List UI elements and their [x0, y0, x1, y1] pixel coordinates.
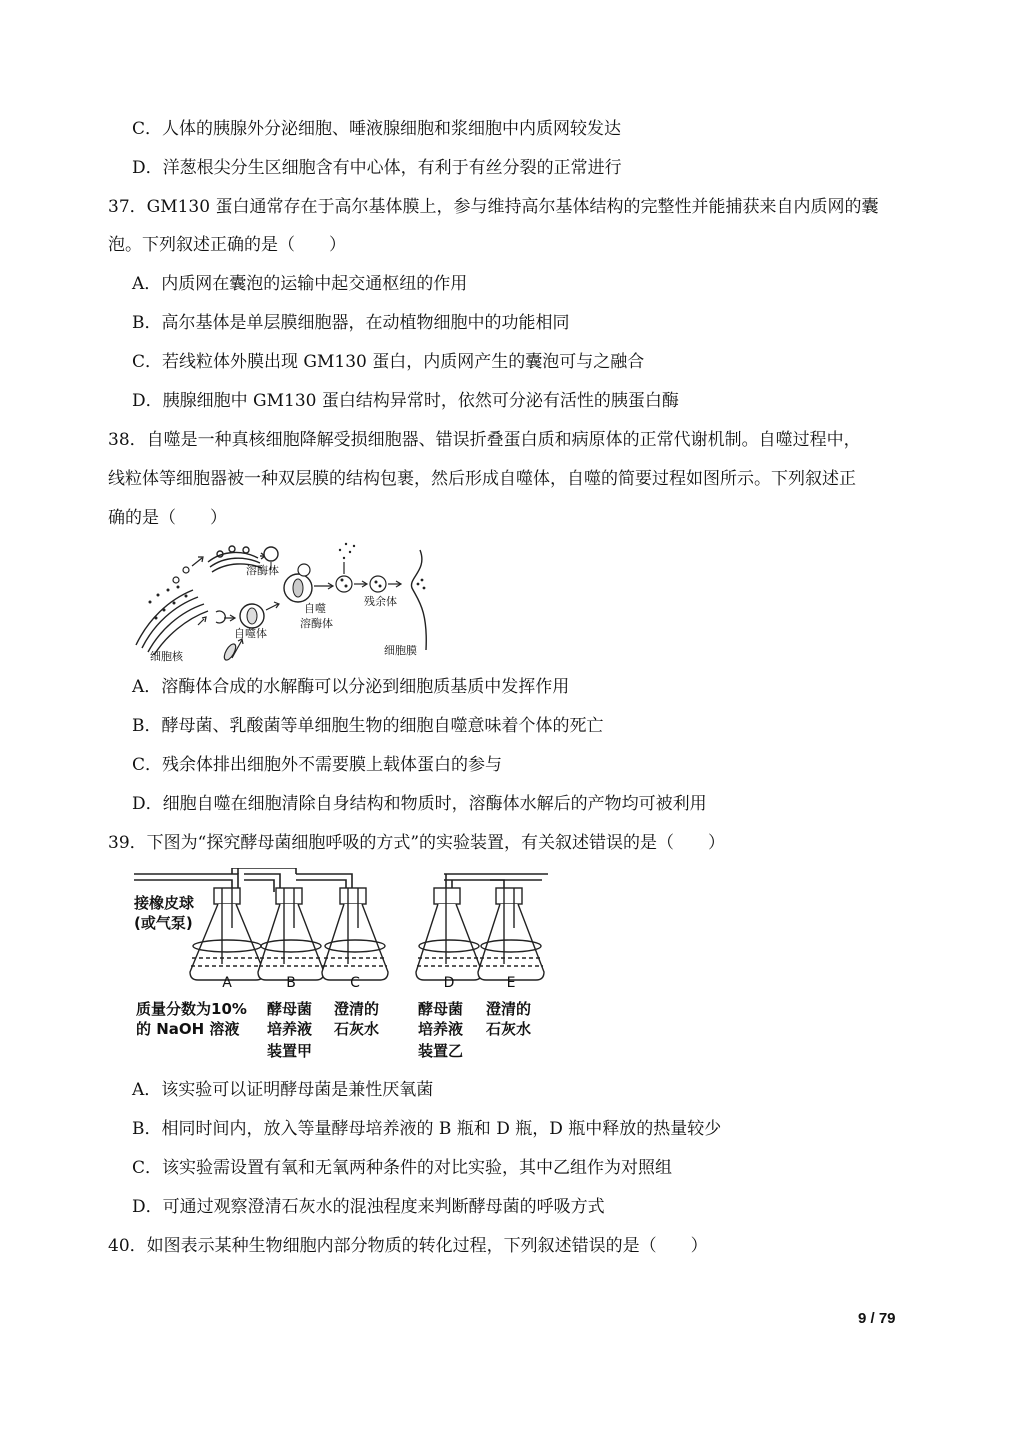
- q39-option-b: B．相同时间内，放入等量酵母培养液的 B 瓶和 D 瓶，D 瓶中释放的热量较少: [132, 1119, 722, 1139]
- label-autophagosome: 自噬体: [234, 627, 267, 640]
- pump-label-2: (或气泵): [134, 914, 193, 932]
- label-nucleus: 细胞核: [150, 650, 183, 663]
- q40-stem: 40．如图表示某种生物细胞内部分物质的转化过程，下列叙述错误的是（ ）: [108, 1236, 708, 1256]
- flask-d: [416, 888, 482, 980]
- autophagy-figure: [128, 540, 448, 665]
- label-lysosome: 溶酶体: [246, 564, 279, 577]
- a-desc-2: 的 NaOH 溶液: [136, 1020, 240, 1038]
- q38-option-b: B．酵母菌、乳酸菌等单细胞生物的细胞自噬意味着个体的死亡: [132, 716, 604, 736]
- nucleus-envelope: [136, 590, 208, 655]
- label-cell-membrane: 细胞膜: [384, 644, 417, 657]
- q39-option-d: D．可通过观察澄清石灰水的混浊程度来判断酵母菌的呼吸方式: [132, 1197, 605, 1217]
- label-autophagic-lysosome-1: 自噬: [304, 602, 326, 615]
- q39-option-a: A．该实验可以证明酵母菌是兼性厌氧菌: [132, 1080, 434, 1100]
- flask-d-label: D: [443, 975, 455, 991]
- q38-stem-line3: 确的是（ ）: [108, 508, 227, 528]
- flask-a-label: A: [222, 975, 232, 991]
- flask-c-label: C: [350, 975, 360, 991]
- e-desc-1: 澄清的: [486, 1000, 532, 1018]
- yeast-respiration-figure: [130, 868, 560, 1068]
- a-desc-1: 质量分数为10%: [136, 1000, 247, 1018]
- setup-yi: 装置乙: [418, 1042, 464, 1060]
- d-desc-1: 酵母菌: [418, 1000, 464, 1018]
- flask-a: [190, 888, 264, 980]
- c-desc-2: 石灰水: [334, 1020, 380, 1038]
- q37-option-c: C．若线粒体外膜出现 GM130 蛋白，内质网产生的囊泡可与之融合: [132, 352, 645, 372]
- q39-option-c: C．该实验需设置有氧和无氧两种条件的对比实验，其中乙组作为对照组: [132, 1158, 673, 1178]
- q39-stem: 39．下图为“探究酵母菌细胞呼吸的方式”的实验装置，有关叙述错误的是（ ）: [108, 833, 726, 853]
- d-desc-2: 培养液: [418, 1020, 464, 1038]
- e-desc-2: 石灰水: [486, 1020, 532, 1038]
- q37-stem-line2: 泡。下列叙述正确的是（ ）: [108, 235, 346, 255]
- q36-option-c: C．人体的胰腺外分泌细胞、唾液腺细胞和浆细胞中内质网较发达: [132, 119, 622, 139]
- flask-b-label: B: [286, 975, 296, 991]
- q36-option-d: D．洋葱根尖分生区细胞含有中心体，有利于有丝分裂的正常进行: [132, 158, 622, 178]
- q38-stem-line2: 线粒体等细胞器被一种双层膜的结构包裹，然后形成自噬体，自噬的简要过程如图所示。下列叙述正: [108, 469, 856, 489]
- q38-stem-line1: 38．自噬是一种真核细胞降解受损细胞器、错误折叠蛋白质和病原体的正常代谢机制。自噬过程中，: [108, 430, 861, 450]
- flask-e-label: E: [506, 975, 516, 991]
- page-number: 9 / 79: [858, 1310, 896, 1327]
- flask-b: [258, 888, 324, 980]
- label-residual-body: 残余体: [364, 595, 397, 608]
- b-desc-1: 酵母菌: [267, 1000, 313, 1018]
- q37-option-b: B．高尔基体是单层膜细胞器，在动植物细胞中的功能相同: [132, 313, 570, 333]
- flask-e: [478, 888, 544, 980]
- q37-option-a: A．内质网在囊泡的运输中起交通枢纽的作用: [132, 274, 468, 294]
- cell-membrane: [411, 550, 426, 650]
- q38-option-d: D．细胞自噬在细胞清除自身结构和物质时，溶酶体水解后的产物均可被利用: [132, 794, 707, 814]
- pump-label-1: 接橡皮球: [134, 894, 195, 912]
- c-desc-1: 澄清的: [334, 1000, 380, 1018]
- setup-jia: 装置甲: [267, 1042, 313, 1060]
- label-autophagic-lysosome-2: 溶酶体: [300, 617, 333, 630]
- q38-option-c: C．残余体排出细胞外不需要膜上载体蛋白的参与: [132, 755, 503, 775]
- q38-option-a: A．溶酶体合成的水解酶可以分泌到细胞质基质中发挥作用: [132, 677, 570, 697]
- flask-c: [322, 888, 388, 980]
- b-desc-2: 培养液: [267, 1020, 313, 1038]
- q37-option-d: D．胰腺细胞中 GM130 蛋白结构异常时，依然可分泌有活性的胰蛋白酶: [132, 391, 679, 411]
- q37-stem-line1: 37．GM130 蛋白通常存在于高尔基体膜上，参与维持高尔基体结构的完整性并能捕获来自内质网的囊: [108, 197, 879, 217]
